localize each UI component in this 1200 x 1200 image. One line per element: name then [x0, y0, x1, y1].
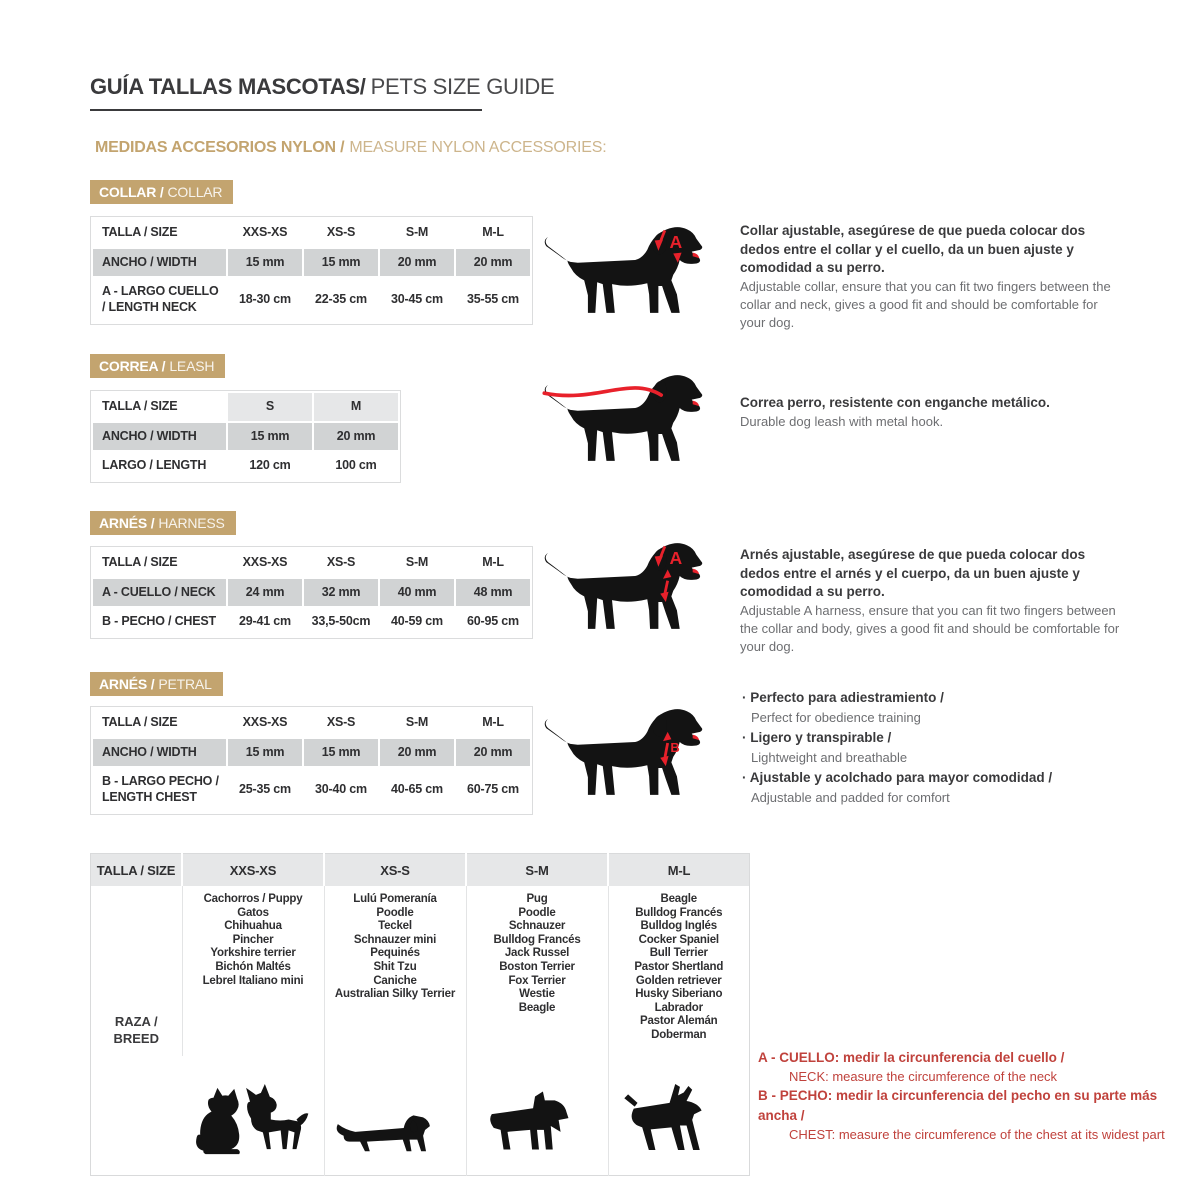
collar-desc-es: Collar ajustable, asegúrese de que pueda colocar dos dedos entre el collar y el cuello, da un buen ajuste y comodidad a su perro.	[740, 223, 1086, 276]
collar-letter-a: A	[669, 231, 683, 252]
table-row	[93, 579, 530, 607]
page-title-en: PETS SIZE GUIDE	[370, 74, 555, 99]
cell-value: 48 mm	[456, 579, 530, 607]
cell-value: 30-45 cm	[391, 292, 443, 307]
cell-value: 32 mm	[304, 579, 378, 607]
row-label: A - LARGO CUELLO / LENGTH NECK	[102, 284, 219, 314]
harness-badge-es: ARNÉS /	[99, 515, 155, 531]
collar-badge-en: COLLAR	[167, 184, 223, 200]
row-label: ANCHO / WIDTH	[93, 249, 226, 277]
harness-description	[740, 546, 1122, 656]
breeds-header-xxs-xs: XXS-XS	[182, 854, 324, 887]
breed-item: Beagle	[518, 1001, 556, 1014]
harness-section-badge	[90, 511, 236, 535]
table-header-row	[93, 549, 530, 577]
silhouette-cell-xs-s	[324, 1056, 466, 1176]
silhouette-cell-xxs-xs	[182, 1056, 324, 1176]
leash-badge-es: CORREA /	[99, 358, 166, 374]
breed-item: Bulldog Francés	[635, 906, 723, 919]
leash-desc-en: Durable dog leash with metal hook.	[740, 413, 944, 429]
breed-item: Poodle	[518, 906, 556, 919]
breed-item: Schnauzer	[508, 920, 566, 933]
breeds-row-label-es: RAZA /	[114, 1013, 158, 1029]
breed-item: Pastor Shertland	[634, 960, 724, 973]
leash-size-table	[90, 390, 401, 483]
cell-value: 29-41 cm	[239, 614, 291, 629]
col-header-xs-s: XS-S	[326, 225, 356, 239]
note-neck-en: NECK: measure the circumference of the neck	[789, 1068, 1058, 1084]
table-row	[93, 278, 530, 321]
table-header-row	[93, 393, 398, 421]
col-header-s-m: S-M	[405, 715, 429, 729]
leash-description	[740, 394, 1122, 431]
cell-value: 30-40 cm	[315, 782, 367, 797]
breed-item: Teckel	[378, 920, 412, 933]
table-row	[93, 768, 530, 811]
breed-item: Lulú Pomeranía	[353, 893, 437, 905]
collar-size-table	[90, 216, 533, 325]
petral-bullet-en: Adjustable and padded for comfort	[751, 789, 950, 805]
col-header-xxs-xs: XXS-XS	[242, 715, 288, 729]
breed-item: Bulldog Francés	[493, 933, 581, 946]
note-chest-en: CHEST: measure the circumference of the chest at its widest part	[789, 1126, 1165, 1142]
breed-item: Cachorros / Puppy	[203, 893, 303, 905]
collar-description	[740, 222, 1122, 332]
breed-item: Gatos	[237, 906, 269, 919]
col-header-talla: TALLA / SIZE	[102, 555, 178, 569]
cell-value: 33,5-50cm	[311, 614, 371, 629]
cell-value: 35-55 cm	[467, 292, 519, 307]
breeds-header-s-m: S-M	[466, 854, 608, 887]
table-row	[93, 423, 398, 451]
harness-badge-en: HARNESS	[158, 515, 225, 531]
breed-item: Labrador	[654, 1001, 703, 1014]
row-label: ANCHO / WIDTH	[93, 423, 226, 451]
petral-badge-es: ARNÉS /	[99, 676, 155, 692]
table-row	[93, 249, 530, 277]
leash-badge-en: LEASH	[169, 358, 215, 374]
note-chest-es: B - PECHO: medir la circunferencia del pecho en su parte más ancha /	[758, 1088, 1158, 1123]
cell-value: 20 mm	[380, 249, 454, 277]
silhouette-cell-m-l	[608, 1056, 750, 1176]
col-header-xxs-xs: XXS-XS	[242, 225, 288, 239]
breeds-list-row	[91, 886, 750, 1056]
breeds-header-xs-s: XS-S	[324, 854, 466, 887]
table-row	[93, 739, 530, 767]
cell-value: 15 mm	[228, 423, 312, 451]
cell-value: 15 mm	[304, 249, 378, 277]
petral-dog-silhouette-icon	[536, 704, 714, 806]
harness-letter-a: A	[669, 547, 683, 568]
breed-item: Caniche	[373, 974, 417, 987]
breeds-table	[90, 853, 750, 1176]
page-subtitle	[95, 139, 606, 157]
row-label: B - PECHO / CHEST	[102, 614, 216, 629]
petral-size-table	[90, 706, 533, 815]
breeds-list-xs-s	[324, 886, 466, 1056]
cell-value: 40-59 cm	[391, 614, 443, 629]
breed-item: Schnauzer mini	[353, 933, 437, 946]
cell-value: 40 mm	[380, 579, 454, 607]
col-header-talla: TALLA / SIZE	[102, 399, 178, 413]
cell-value: 20 mm	[380, 739, 454, 767]
breed-item: Yorkshire terrier	[210, 947, 296, 960]
breed-item: Pincher	[232, 933, 274, 946]
breeds-header-m-l: M-L	[608, 854, 750, 887]
cell-value: 60-75 cm	[467, 782, 519, 797]
breed-item: Westie	[519, 988, 555, 1001]
cell-value: 24 mm	[228, 579, 302, 607]
harness-desc-en: Adjustable A harness, ensure that you can fit two fingers between the collar and body, gives a good fit and should be comfortable for your dog.	[740, 602, 1120, 654]
note-neck-es: A - CUELLO: medir la circunferencia del cuello /	[758, 1050, 1065, 1065]
col-header-xs-s: XS-S	[326, 555, 356, 569]
silhouette-cell-s-m	[466, 1056, 608, 1176]
breed-item: Husky Siberiano	[635, 988, 723, 1001]
leash-line-icon	[544, 388, 661, 396]
breed-item: Shit Tzu	[373, 960, 417, 973]
row-label: B - LARGO PECHO / LENGTH CHEST	[102, 774, 219, 804]
cell-value: 100 cm	[335, 458, 377, 473]
leash-section-badge	[90, 354, 225, 378]
petral-section-badge	[90, 672, 223, 696]
breed-item: Chihuahua	[224, 920, 282, 933]
leash-desc-es: Correa perro, resistente con enganche metálico.	[740, 395, 1050, 410]
breed-item: Bull Terrier	[649, 947, 708, 960]
col-header-m-l: M-L	[482, 555, 504, 569]
breeds-list-s-m	[466, 886, 608, 1056]
cell-value: 15 mm	[228, 249, 302, 277]
col-header-m-l: M-L	[482, 225, 504, 239]
breeds-row-label-en: BREED	[113, 1030, 159, 1046]
table-header-row	[93, 709, 530, 737]
breed-item: Pug	[526, 893, 548, 905]
dachshund-silhouette-icon	[332, 1094, 458, 1164]
col-header-xs-s: XS-S	[326, 715, 356, 729]
breed-item: Golden retriever	[635, 974, 722, 987]
breeds-row-label	[91, 886, 183, 1176]
doberman-silhouette-icon	[613, 1072, 745, 1164]
col-header-m: M	[314, 393, 398, 421]
petral-feature-list	[742, 688, 1132, 807]
row-label: ANCHO / WIDTH	[93, 739, 226, 767]
collar-desc-en: Adjustable collar, ensure that you can fit two fingers between the collar and neck, gives a good fit and should be comfortable for your dog.	[740, 278, 1111, 330]
cell-value: 40-65 cm	[391, 782, 443, 797]
row-label: LARGO / LENGTH	[102, 458, 207, 473]
breed-item: Pastor Alemán	[639, 1015, 718, 1028]
col-header-s: S	[228, 393, 312, 421]
breeds-list-xxs-xs	[182, 886, 324, 1056]
petral-bullet-en: Lightweight and breathable	[751, 750, 908, 765]
page-title	[90, 74, 555, 111]
harness-desc-es: Arnés ajustable, asegúrese de que pueda colocar dos dedos entre el arnés y el cuerpo, da un buen ajuste y comodidad a su perro.	[740, 547, 1086, 600]
table-row	[93, 608, 530, 636]
col-header-m-l: M-L	[482, 715, 504, 729]
col-header-talla: TALLA / SIZE	[102, 715, 178, 729]
measuring-notes	[758, 1048, 1188, 1144]
breed-item: Australian Silky Terrier	[334, 988, 456, 1001]
page-subtitle-es: MEDIDAS ACCESORIOS NYLON /	[95, 139, 345, 156]
breed-item: Bulldog Inglés	[640, 920, 717, 933]
row-label: A - CUELLO / NECK	[93, 579, 226, 607]
col-header-s-m: S-M	[405, 555, 429, 569]
schnauzer-silhouette-icon	[478, 1082, 596, 1164]
cell-value: 120 cm	[249, 458, 291, 473]
cell-value: 15 mm	[228, 739, 302, 767]
collar-dog-silhouette-icon	[536, 222, 714, 324]
breeds-header-talla: TALLA / SIZE	[91, 854, 183, 887]
breed-item: Jack Russel	[504, 947, 570, 960]
breed-item: Boston Terrier	[499, 960, 575, 973]
breed-item: Fox Terrier	[508, 974, 566, 987]
cell-value: 15 mm	[304, 739, 378, 767]
page-title-es: GUÍA TALLAS MASCOTAS/	[90, 74, 366, 99]
collar-badge-es: COLLAR /	[99, 184, 164, 200]
petral-letter-b: B	[670, 740, 680, 756]
harness-dog-silhouette-icon	[536, 538, 714, 640]
cell-value: 20 mm	[456, 739, 530, 767]
breeds-header-row	[91, 854, 750, 887]
harness-size-table	[90, 546, 533, 639]
breed-item: Bichón Maltés	[215, 960, 291, 973]
breed-item: Beagle	[660, 893, 697, 905]
table-row	[93, 452, 398, 480]
petral-bullet-es: · Ligero y transpirable /	[742, 728, 1132, 748]
breeds-silhouette-row	[91, 1056, 750, 1176]
cell-value: 20 mm	[314, 423, 398, 451]
petral-badge-en: PETRAL	[158, 676, 212, 692]
breed-item: Doberman	[651, 1028, 707, 1041]
col-header-xxs-xs: XXS-XS	[242, 555, 288, 569]
cat-and-chihuahua-silhouette-icon	[191, 1080, 315, 1164]
col-header-s-m: S-M	[405, 225, 429, 239]
leash-dog-silhouette-icon	[536, 370, 714, 472]
breed-item: Poodle	[376, 906, 414, 919]
petral-bullet-en: Perfect for obedience training	[751, 710, 921, 726]
collar-section-badge	[90, 180, 233, 204]
breed-item: Cocker Spaniel	[638, 933, 719, 946]
breed-item: Lebrel Italiano mini	[202, 974, 304, 987]
col-header-talla: TALLA / SIZE	[102, 225, 178, 239]
cell-value: 20 mm	[456, 249, 530, 277]
breed-item: Pequinés	[370, 947, 420, 960]
page-subtitle-en: MEASURE NYLON ACCESSORIES:	[349, 139, 607, 156]
cell-value: 60-95 cm	[467, 614, 519, 629]
table-header-row	[93, 219, 530, 247]
breeds-list-m-l	[608, 886, 750, 1056]
petral-bullet-es: · Perfecto para adiestramiento /	[742, 688, 1132, 708]
cell-value: 22-35 cm	[315, 292, 367, 307]
cell-value: 18-30 cm	[239, 292, 291, 307]
cell-value: 25-35 cm	[239, 782, 291, 797]
petral-bullet-es: · Ajustable y acolchado para mayor comodidad /	[742, 768, 1132, 788]
